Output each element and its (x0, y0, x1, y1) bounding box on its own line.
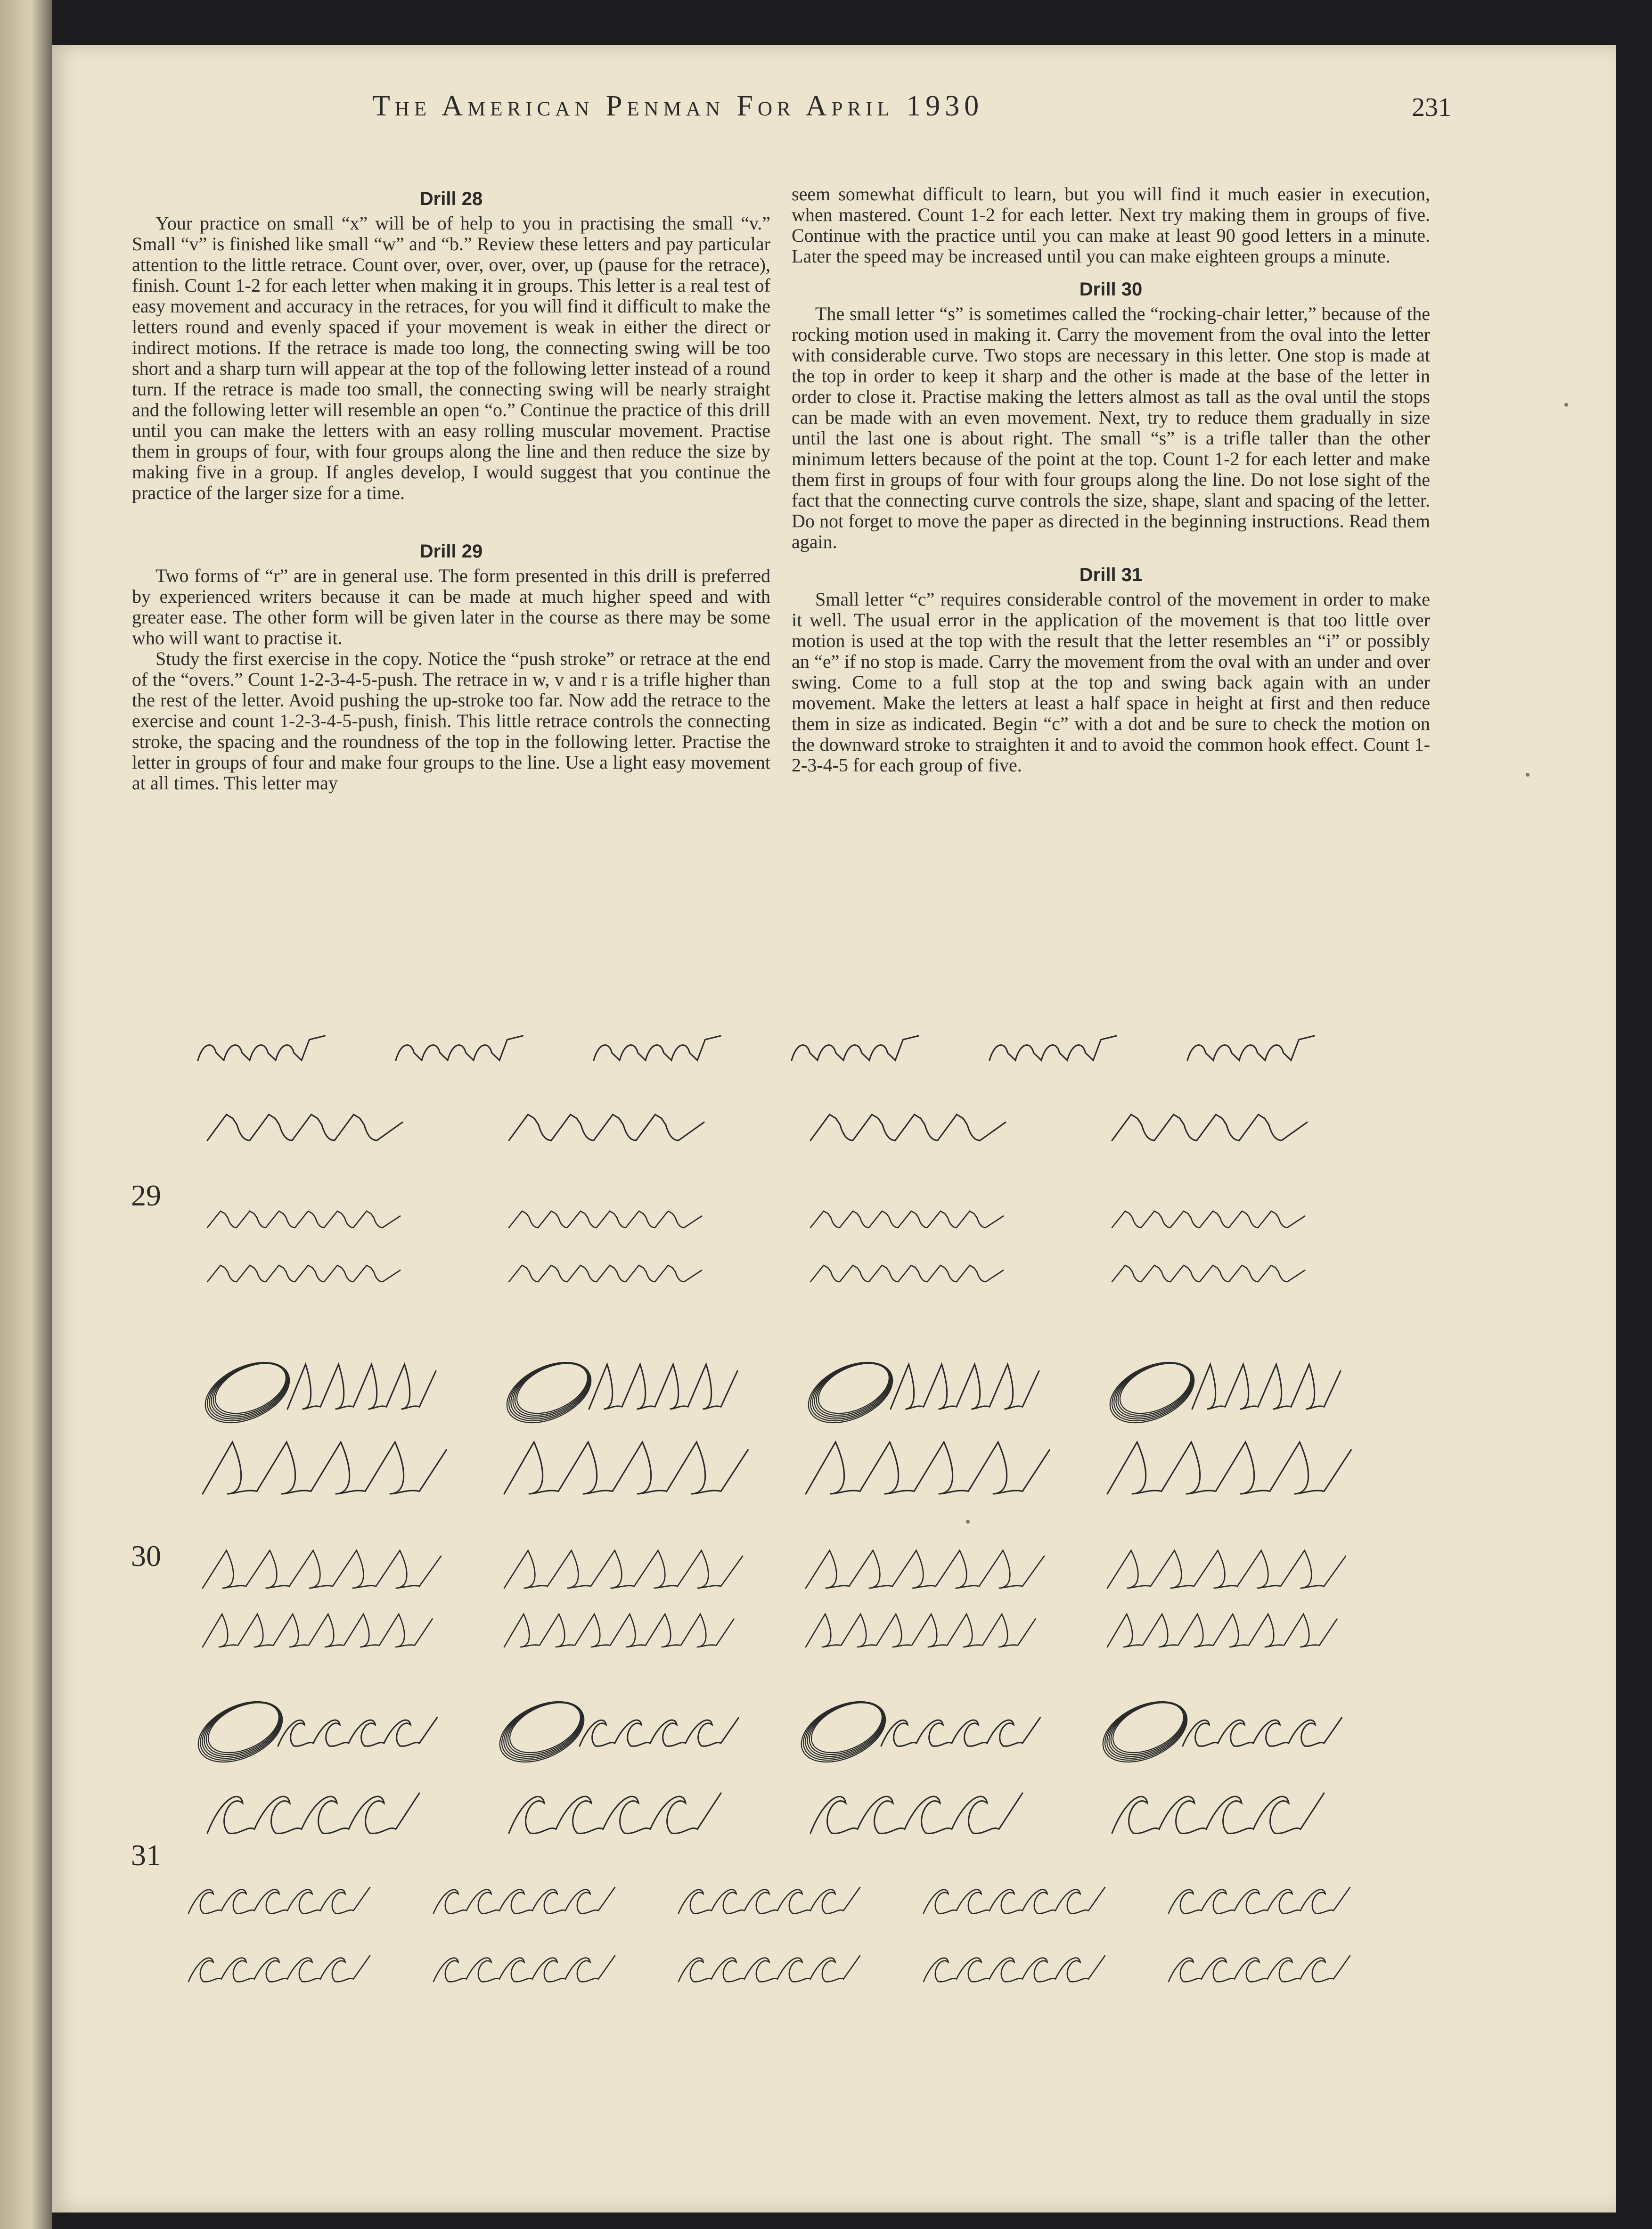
overs-exercise-group (792, 1036, 919, 1060)
drill-label-29: 29 (131, 1179, 161, 1212)
r-letter-group-small (810, 1211, 1003, 1228)
s-letter-group-small (1107, 1614, 1337, 1647)
s-letter-group-small (806, 1614, 1036, 1647)
penmanship-copy-illustration (113, 1018, 1461, 2008)
drill-29-heading: Drill 29 (419, 541, 483, 562)
r-letter-group (1112, 1114, 1307, 1140)
c-letter-group (810, 1793, 1022, 1834)
c-letter-group-small (1169, 1956, 1350, 1982)
drill-30-text: The small letter “s” is sometimes called the “rocking-chair letter,” because of the rocking motion used in making it. Carry the movement from the oval into the letter with considerable curve. Two stops are necessary in this letter. One stop is made at the top in order to keep it sharp and the other is made at the base of the letter in order to close it. Practise making the letters almost as tall as the oval until the stops can be made with an even movement. Next, try to reduce them gradually in size until the last one is about right. The small “s” is a trifle taller than the other minimum letters because of the point at the top. Count 1-2 for each letter and make them first in groups of four with four groups along the line. Do not lose sight of the fact that the connecting curve controls the size, shape, slant and spacing of the letter. Do not forget to move the paper as directed in the beginning instructions. Read them again. (792, 303, 1430, 552)
s-letter-group (891, 1364, 1039, 1409)
drill-28-heading: Drill 28 (419, 188, 483, 209)
c-letter-group-small (679, 1887, 860, 1913)
s-letter-group-small (504, 1550, 743, 1588)
s-letter-group-small (806, 1550, 1044, 1588)
r-letter-group-small (207, 1265, 400, 1282)
overs-exercise-group (396, 1036, 523, 1060)
c-letter-group (278, 1718, 437, 1746)
c-letter-group-small (188, 1956, 370, 1982)
overs-exercise-group (594, 1036, 721, 1060)
r-letter-group (810, 1114, 1006, 1140)
s-letter-group (287, 1364, 436, 1409)
s-letter-group-small (203, 1614, 433, 1647)
c-letter-group (881, 1718, 1040, 1746)
r-letter-group-small (509, 1265, 702, 1282)
s-letter-group (1107, 1442, 1351, 1494)
s-letter-group (504, 1442, 748, 1494)
c-letter-group-small (433, 1887, 615, 1913)
r-letter-group (207, 1114, 402, 1140)
drill-label-30: 30 (131, 1539, 161, 1573)
s-letter-group (589, 1364, 737, 1409)
drill-30-heading: Drill 30 (1079, 279, 1143, 300)
drill-29-paragraph-2: Study the first exercise in the copy. Notice the “push stroke” or retrace at the end of the “overs.” Count 1-2-3-4-5-push. The retrace in w, v and r is a trifle higher than the rest of the letter. Avoid pushing the up-stroke too far. Now add the retrace to the exercise and count 1-2-3-4-5-push, finish. This little retrace controls the connecting stroke, the spacing and the roundness of the top in the following letter. Practise the letter in groups of four and make four groups to the line. Use a light easy movement at all times. This letter may (132, 648, 770, 794)
c-letter-group-small (1169, 1887, 1350, 1913)
c-letter-group (580, 1718, 739, 1746)
s-letter-group-small (1107, 1550, 1346, 1588)
right-column (792, 184, 1430, 776)
r-letter-group-small (1112, 1265, 1305, 1282)
s-letter-group (203, 1442, 447, 1494)
penmanship-plate (113, 1018, 1461, 2008)
left-column (132, 184, 770, 794)
c-letter-group-small (924, 1956, 1105, 1982)
drill-28-text: Your practice on small “x” will be of help to you in practising the small “v.” Small “v” is finished like small “w” and “b.” Review these letters and pay particular attention to the little retrace. Count over, over, over, over, up (pause for the retrace), finish. Count 1-2 for each letter when making it in groups. This letter is a real test of easy movement and accuracy in the retraces, for you will find it difficult to make the letters round and evenly spaced if your movement is weak in either the direct or indirect motions. If the retrace is made too long, the connecting swing will be too short and a sharp turn will appear at the top of the following letter instead of a round turn. If the retrace is made too small, the connecting swing will be nearly straight and the following letter will resemble an open “o.” Continue the practice of this drill until you can make the letters with an easy rolling muscular movement. Practise them in groups of four, with four groups along the line and then reduce the size by making five in a group. If angles develop, I would suggest that you continue the practice of the larger size for a time. (132, 213, 770, 503)
drill-29-paragraph-1: Two forms of “r” are in general use. The form presented in this drill is preferred by experienced writers because it can be made at much higher speed and with greater ease. The other form will be given later in the course as there may be some who will want to practise it. (132, 565, 770, 648)
c-letter-group-small (188, 1887, 370, 1913)
s-letter-group-small (504, 1614, 734, 1647)
paper-speck (1564, 403, 1568, 407)
r-letter-group-small (1112, 1211, 1305, 1228)
r-letter-group-small (810, 1265, 1003, 1282)
drill-31-text: Small letter “c” requires considerable control of the movement in order to make it well. The usual error in the application of the movement is that too little over motion is used at the top with the result that the letter resembles an “i” or possibly an “e” if no stop is made. Carry the movement from the oval with an under and over swing. Come to a full stop at the top and swing back again with an under movement. Make the letters at least a half space in height at first and then reduce them in size as indicated. Begin “c” with a dot and be sure to check the motion on the downward stroke to straighten it and to avoid the common hook effect. Count 1-2-3-4-5 for each group of five. (792, 589, 1430, 776)
running-head: The American Penman For April 1930 (372, 90, 984, 122)
facing-page-edge (0, 0, 52, 2229)
c-letter-group-small (924, 1887, 1105, 1913)
c-letter-group-small (433, 1956, 615, 1982)
overs-exercise-group (198, 1036, 325, 1060)
c-letter-group (1183, 1718, 1342, 1746)
r-letter-group-small (509, 1211, 702, 1228)
paper-speck (966, 1520, 970, 1524)
page-number: 231 (1412, 93, 1451, 122)
s-letter-group (806, 1442, 1050, 1494)
drill-29-continued: seem somewhat difficult to learn, but you will find it much easier in execution, when mastered. Count 1-2 for each letter. Next try making them in groups of five. Continue with the practice until you can make at least 90 good letters in a minute. Later the speed may be increased until you can make eighteen groups a minute. (792, 183, 1430, 267)
c-letter-group (1112, 1793, 1324, 1834)
paper-speck (1526, 773, 1529, 777)
overs-exercise-group (1187, 1036, 1315, 1060)
r-letter-group-small (207, 1211, 400, 1228)
c-letter-group-small (679, 1956, 860, 1982)
c-letter-group (207, 1793, 419, 1834)
s-letter-group-small (203, 1550, 441, 1588)
r-letter-group (509, 1114, 704, 1140)
overs-exercise-group (990, 1036, 1117, 1060)
c-letter-group (509, 1793, 721, 1834)
s-letter-group (1192, 1364, 1341, 1409)
drill-31-heading: Drill 31 (1079, 565, 1143, 585)
drill-label-31: 31 (131, 1838, 161, 1872)
